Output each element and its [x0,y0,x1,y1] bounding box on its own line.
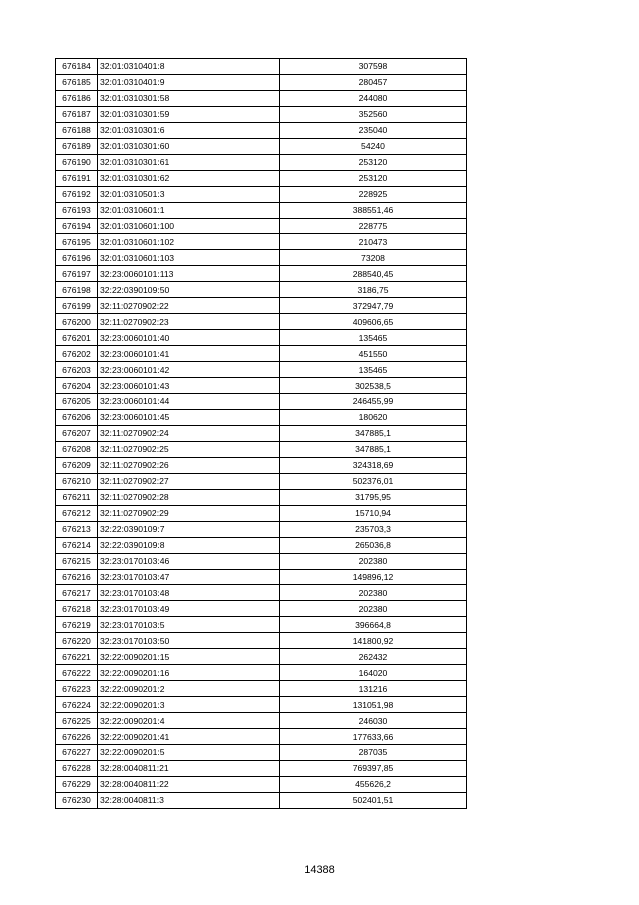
cadastral-number-cell: 32:23:0060101:43 [98,378,280,394]
row-id-cell: 676185 [56,74,98,90]
table-row [56,378,467,394]
cadastral-number-cell: 32:23:0060101:44 [98,394,280,410]
cadastral-number-cell: 32:22:0390109:7 [98,521,280,537]
table-row [56,90,467,106]
cadastral-number-cell: 32:23:0170103:48 [98,585,280,601]
value-cell: 235040 [280,122,467,138]
row-id-cell: 676224 [56,697,98,713]
value-cell: 54240 [280,138,467,154]
cadastral-number-cell: 32:23:0170103:46 [98,553,280,569]
table-row [56,154,467,170]
cadastral-number-cell: 32:01:0310301:59 [98,106,280,122]
row-id-cell: 676209 [56,457,98,473]
table-row [56,473,467,489]
value-cell: 131216 [280,681,467,697]
row-id-cell: 676193 [56,202,98,218]
row-id-cell: 676227 [56,744,98,760]
table-row [56,362,467,378]
cadastral-number-cell: 32:11:0270902:28 [98,489,280,505]
row-id-cell: 676222 [56,665,98,681]
cadastral-number-cell: 32:22:0390109:8 [98,537,280,553]
table-row [56,59,467,75]
cadastral-number-cell: 32:23:0060101:45 [98,409,280,425]
row-id-cell: 676197 [56,266,98,282]
table-row [56,553,467,569]
value-cell: 180620 [280,409,467,425]
table-row [56,521,467,537]
row-id-cell: 676221 [56,649,98,665]
value-cell: 202380 [280,601,467,617]
row-id-cell: 676189 [56,138,98,154]
row-id-cell: 676207 [56,425,98,441]
value-cell: 210473 [280,234,467,250]
row-id-cell: 676194 [56,218,98,234]
row-id-cell: 676203 [56,362,98,378]
table-body [56,59,467,809]
cadastral-number-cell: 32:28:0040811:3 [98,792,280,808]
value-cell: 235703,3 [280,521,467,537]
table-row [56,250,467,266]
cadastral-number-cell: 32:01:0310401:8 [98,59,280,75]
row-id-cell: 676195 [56,234,98,250]
cadastral-number-cell: 32:23:0060101:40 [98,330,280,346]
row-id-cell: 676188 [56,122,98,138]
value-cell: 135465 [280,362,467,378]
table-row [56,776,467,792]
row-id-cell: 676214 [56,537,98,553]
table-row [56,409,467,425]
table-row [56,681,467,697]
row-id-cell: 676204 [56,378,98,394]
table-row [56,202,467,218]
row-id-cell: 676205 [56,394,98,410]
cadastral-number-cell: 32:11:0270902:22 [98,298,280,314]
cadastral-number-cell: 32:23:0170103:47 [98,569,280,585]
cadastral-number-cell: 32:11:0270902:25 [98,441,280,457]
table-row [56,457,467,473]
table-row [56,441,467,457]
cadastral-number-cell: 32:11:0270902:24 [98,425,280,441]
cadastral-number-cell: 32:28:0040811:21 [98,760,280,776]
cadastral-number-cell: 32:11:0270902:27 [98,473,280,489]
row-id-cell: 676191 [56,170,98,186]
table-row [56,633,467,649]
value-cell: 396664,8 [280,617,467,633]
table-row [56,330,467,346]
table-row [56,425,467,441]
table-row [56,601,467,617]
row-id-cell: 676201 [56,330,98,346]
value-cell: 388551,46 [280,202,467,218]
value-cell: 347885,1 [280,441,467,457]
cadastral-number-cell: 32:22:0090201:41 [98,729,280,745]
value-cell: 502401,51 [280,792,467,808]
table-row [56,346,467,362]
value-cell: 246030 [280,713,467,729]
table-row [56,234,467,250]
value-cell: 324318,69 [280,457,467,473]
cadastral-number-cell: 32:28:0040811:22 [98,776,280,792]
cadastral-number-cell: 32:23:0060101:113 [98,266,280,282]
cadastral-number-cell: 32:01:0310501:3 [98,186,280,202]
value-cell: 409606,65 [280,314,467,330]
value-cell: 177633,66 [280,729,467,745]
row-id-cell: 676217 [56,585,98,601]
table-row [56,713,467,729]
cadastral-number-cell: 32:22:0090201:4 [98,713,280,729]
table-row [56,106,467,122]
table-row [56,170,467,186]
row-id-cell: 676210 [56,473,98,489]
value-cell: 451550 [280,346,467,362]
cadastral-number-cell: 32:11:0270902:26 [98,457,280,473]
table-row [56,282,467,298]
value-cell: 502376,01 [280,473,467,489]
value-cell: 287035 [280,744,467,760]
table-row [56,792,467,808]
cadastral-number-cell: 32:01:0310601:1 [98,202,280,218]
row-id-cell: 676212 [56,505,98,521]
value-cell: 302538,5 [280,378,467,394]
row-id-cell: 676225 [56,713,98,729]
row-id-cell: 676192 [56,186,98,202]
cadastral-number-cell: 32:22:0390109:50 [98,282,280,298]
cadastral-number-cell: 32:22:0090201:5 [98,744,280,760]
value-cell: 352560 [280,106,467,122]
table-row [56,218,467,234]
value-cell: 141800,92 [280,633,467,649]
cadastral-number-cell: 32:01:0310601:102 [98,234,280,250]
row-id-cell: 676228 [56,760,98,776]
value-cell: 202380 [280,553,467,569]
table-row [56,138,467,154]
row-id-cell: 676200 [56,314,98,330]
value-cell: 73208 [280,250,467,266]
table-row [56,394,467,410]
row-id-cell: 676190 [56,154,98,170]
row-id-cell: 676186 [56,90,98,106]
cadastral-number-cell: 32:01:0310601:100 [98,218,280,234]
value-cell: 253120 [280,170,467,186]
table-row [56,760,467,776]
table-row [56,266,467,282]
row-id-cell: 676208 [56,441,98,457]
value-cell: 3186,75 [280,282,467,298]
table-row [56,649,467,665]
table-row [56,122,467,138]
cadastral-number-cell: 32:11:0270902:23 [98,314,280,330]
value-cell: 280457 [280,74,467,90]
cadastral-number-cell: 32:01:0310301:6 [98,122,280,138]
value-cell: 246455,99 [280,394,467,410]
row-id-cell: 676184 [56,59,98,75]
value-cell: 135465 [280,330,467,346]
row-id-cell: 676215 [56,553,98,569]
table-row [56,74,467,90]
row-id-cell: 676220 [56,633,98,649]
cadastral-number-cell: 32:01:0310301:62 [98,170,280,186]
table-row [56,489,467,505]
value-cell: 202380 [280,585,467,601]
value-cell: 228925 [280,186,467,202]
cadastral-number-cell: 32:01:0310301:58 [98,90,280,106]
table-row [56,744,467,760]
row-id-cell: 676223 [56,681,98,697]
value-cell: 149896,12 [280,569,467,585]
table-row [56,697,467,713]
cadastral-number-cell: 32:01:0310301:61 [98,154,280,170]
value-cell: 455626,2 [280,776,467,792]
row-id-cell: 676213 [56,521,98,537]
table-row [56,665,467,681]
value-cell: 372947,79 [280,298,467,314]
row-id-cell: 676187 [56,106,98,122]
row-id-cell: 676230 [56,792,98,808]
row-id-cell: 676202 [56,346,98,362]
value-cell: 131051,98 [280,697,467,713]
cadastral-number-cell: 32:22:0090201:16 [98,665,280,681]
value-cell: 347885,1 [280,425,467,441]
value-cell: 164020 [280,665,467,681]
cadastral-number-cell: 32:23:0170103:5 [98,617,280,633]
data-table [55,58,467,809]
row-id-cell: 676218 [56,601,98,617]
value-cell: 307598 [280,59,467,75]
table-row [56,298,467,314]
row-id-cell: 676211 [56,489,98,505]
page-number: 14388 [304,864,335,876]
cadastral-number-cell: 32:23:0170103:49 [98,601,280,617]
value-cell: 228775 [280,218,467,234]
cadastral-number-cell: 32:01:0310401:9 [98,74,280,90]
table-row [56,585,467,601]
value-cell: 769397,85 [280,760,467,776]
cadastral-number-cell: 32:23:0060101:42 [98,362,280,378]
row-id-cell: 676219 [56,617,98,633]
cadastral-number-cell: 32:22:0090201:2 [98,681,280,697]
cadastral-number-cell: 32:11:0270902:29 [98,505,280,521]
cadastral-number-cell: 32:22:0090201:3 [98,697,280,713]
table-row [56,314,467,330]
table-row [56,729,467,745]
value-cell: 265036,8 [280,537,467,553]
table-row [56,505,467,521]
table-row [56,617,467,633]
cadastral-number-cell: 32:23:0170103:50 [98,633,280,649]
value-cell: 288540,45 [280,266,467,282]
value-cell: 15710,94 [280,505,467,521]
value-cell: 31795,95 [280,489,467,505]
cadastral-number-cell: 32:22:0090201:15 [98,649,280,665]
cadastral-value-table [55,58,466,809]
row-id-cell: 676206 [56,409,98,425]
row-id-cell: 676199 [56,298,98,314]
row-id-cell: 676226 [56,729,98,745]
cadastral-number-cell: 32:01:0310601:103 [98,250,280,266]
cadastral-number-cell: 32:01:0310301:60 [98,138,280,154]
row-id-cell: 676229 [56,776,98,792]
table-row [56,186,467,202]
table-row [56,537,467,553]
cadastral-number-cell: 32:23:0060101:41 [98,346,280,362]
row-id-cell: 676196 [56,250,98,266]
value-cell: 253120 [280,154,467,170]
row-id-cell: 676216 [56,569,98,585]
value-cell: 244080 [280,90,467,106]
row-id-cell: 676198 [56,282,98,298]
table-row [56,569,467,585]
value-cell: 262432 [280,649,467,665]
